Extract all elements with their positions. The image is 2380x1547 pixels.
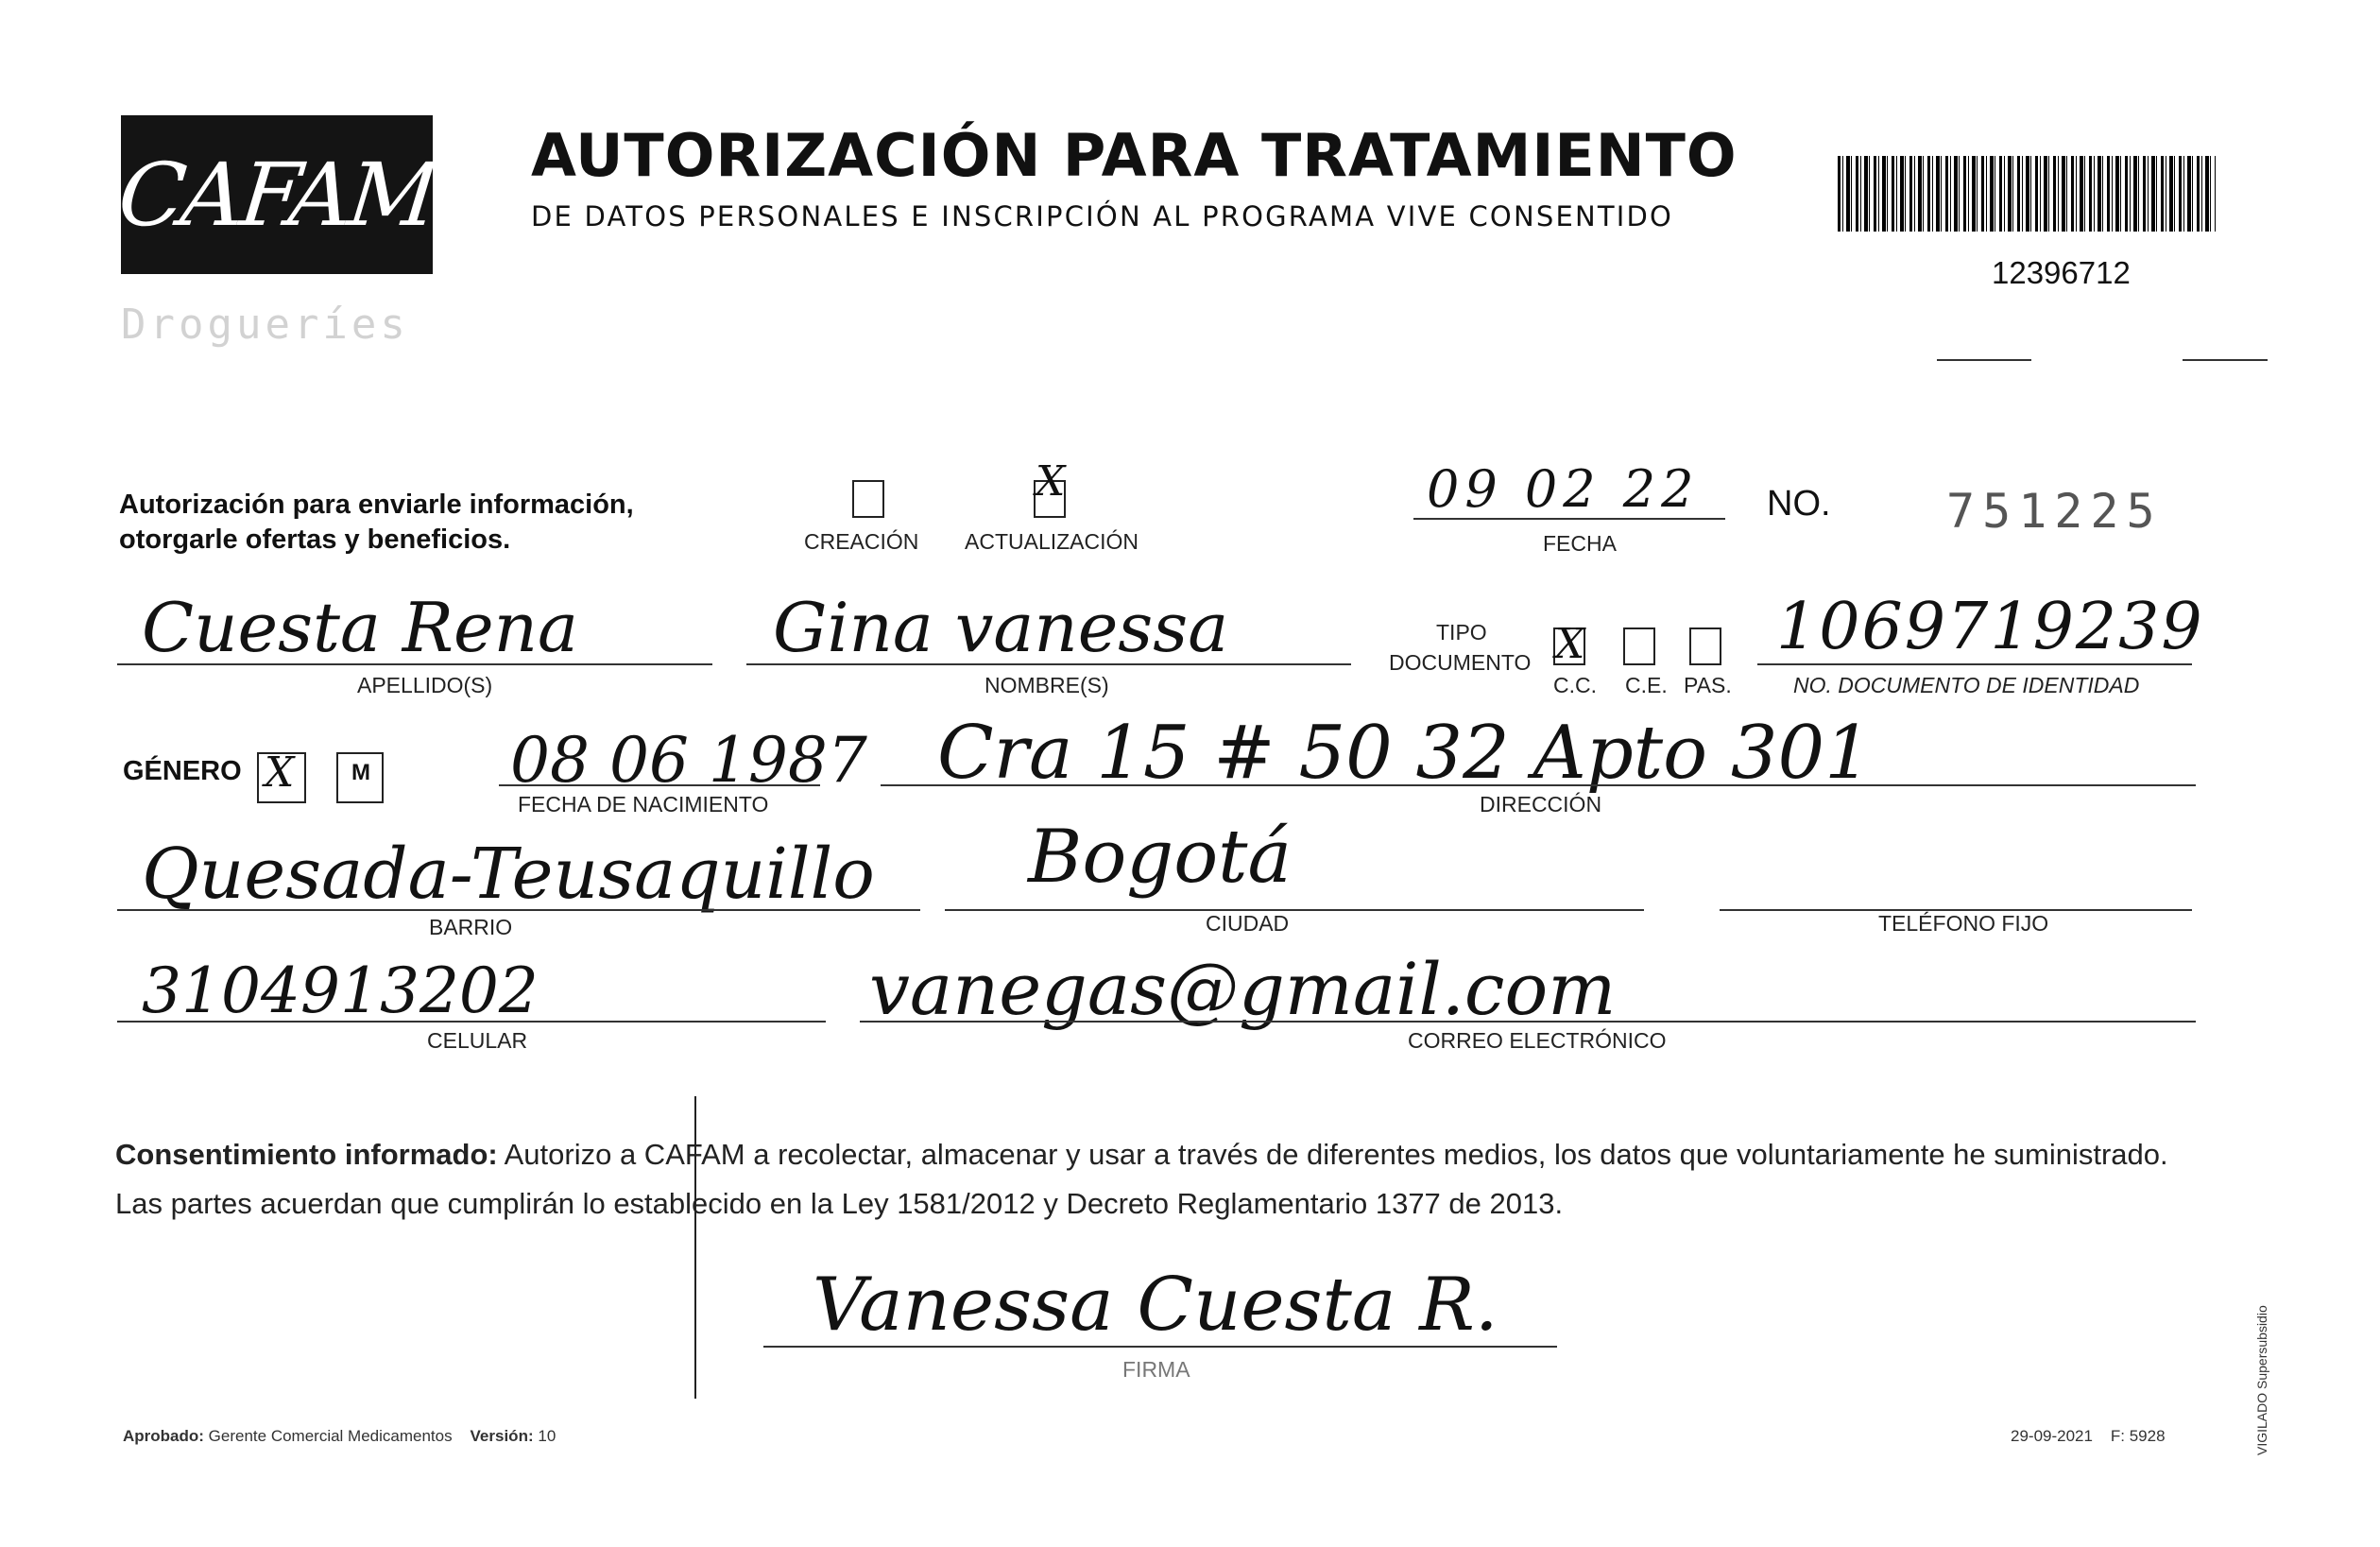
genero-m-label: M — [351, 760, 370, 785]
footer-code: F: 5928 — [2110, 1427, 2166, 1445]
aprobado-value: Gerente Comercial Medicamentos — [208, 1427, 453, 1445]
form-number: 751225 — [1946, 484, 2163, 539]
ce-label: C.E. — [1625, 673, 1668, 697]
footer-date: 29-09-2021 — [2011, 1427, 2093, 1445]
consent-line-1: Autorizo a CAFAM a recolectar, almacenar y usar a través de diferentes medios, los datos que voluntariamente he suministrado. — [497, 1138, 2168, 1171]
page-title: AUTORIZACIÓN PARA TRATAMIENTO — [531, 121, 1738, 190]
version-label: Versión: — [470, 1427, 534, 1445]
nacimiento-value: 08 06 1987 — [510, 724, 867, 797]
apellidos-value: Cuesta Rena — [142, 588, 578, 667]
aprobado-label: Aprobado: — [123, 1427, 204, 1445]
footer-meta — [2011, 1427, 2166, 1446]
documento-value: 1069719239 — [1776, 590, 2204, 664]
barcode-number: 12396712 — [1992, 255, 2131, 290]
barrio-value: Quesada-Teusaquillo — [142, 834, 875, 915]
side-vigilado-text: VIGILADO Supersubsidio — [2254, 1305, 2269, 1455]
creacion-checkbox[interactable] — [852, 480, 884, 518]
page-subtitle: DE DATOS PERSONALES E INSCRIPCIÓN AL PROGRAMA VIVE CONSENTIDO — [531, 200, 1674, 232]
correo-label: CORREO ELECTRÓNICO — [1408, 1028, 1667, 1053]
ciudad-label: CIUDAD — [1206, 911, 1290, 936]
pas-checkbox[interactable] — [1689, 627, 1721, 665]
nombres-label: NOMBRE(S) — [985, 673, 1109, 697]
genero-label: GÉNERO — [123, 756, 242, 786]
fecha-label: FECHA — [1543, 531, 1617, 556]
apellidos-label: APELLIDO(S) — [357, 673, 493, 697]
direccion-value: Cra 15 # 50 32 Apto 301 — [937, 711, 1872, 796]
signature-label: FIRMA — [1122, 1357, 1190, 1382]
correo-value: vanegas@gmail.com — [869, 947, 1617, 1031]
barcode — [1838, 156, 2216, 232]
no-label: NO. — [1767, 484, 1831, 524]
logo-subtitle: Drogueríes — [121, 301, 409, 349]
direccion-label: DIRECCIÓN — [1480, 792, 1602, 816]
version-value: 10 — [538, 1427, 556, 1445]
tipo-documento-label-2: DOCUMENTO — [1389, 650, 1532, 675]
genero-f-mark: X — [265, 748, 295, 797]
documento-label: NO. DOCUMENTO DE IDENTIDAD — [1793, 673, 2140, 697]
ciudad-value: Bogotá — [1028, 815, 1293, 900]
cc-mark: X — [1555, 620, 1585, 668]
celular-label: CELULAR — [427, 1028, 528, 1053]
authorization-text-2: otorgarle ofertas y beneficios. — [119, 524, 511, 555]
nacimiento-label: FECHA DE NACIMIENTO — [518, 792, 769, 816]
celular-value: 3104913202 — [142, 954, 539, 1027]
consent-text — [115, 1130, 2213, 1229]
barrio-label: BARRIO — [429, 915, 513, 939]
nombres-value: Gina vanessa — [773, 588, 1229, 667]
ce-checkbox[interactable] — [1623, 627, 1655, 665]
pas-label: PAS. — [1684, 673, 1732, 697]
consent-heading: Consentimiento informado: — [115, 1138, 498, 1171]
cc-label: C.C. — [1553, 673, 1597, 697]
logo-text: CAFAM — [113, 144, 440, 246]
signature-value: Vanessa Cuesta R. — [813, 1263, 1498, 1348]
consent-line-2: Las partes acuerdan que cumplirán lo establecido en la Ley 1581/2012 y Decreto Reglamentario 1377 de 2013. — [115, 1187, 1564, 1220]
fecha-value: 09 02 22 — [1427, 459, 1700, 519]
actualizacion-label: ACTUALIZACIÓN — [965, 529, 1139, 554]
actualizacion-mark: X — [1036, 457, 1066, 506]
cafam-logo — [113, 115, 440, 274]
tipo-documento-label-1: TIPO — [1436, 620, 1487, 645]
authorization-text-1: Autorización para enviarle información, — [119, 490, 634, 520]
creacion-label: CREACIÓN — [804, 529, 919, 554]
telefono-label: TELÉFONO FIJO — [1878, 911, 2049, 936]
footer-approved — [123, 1427, 556, 1446]
